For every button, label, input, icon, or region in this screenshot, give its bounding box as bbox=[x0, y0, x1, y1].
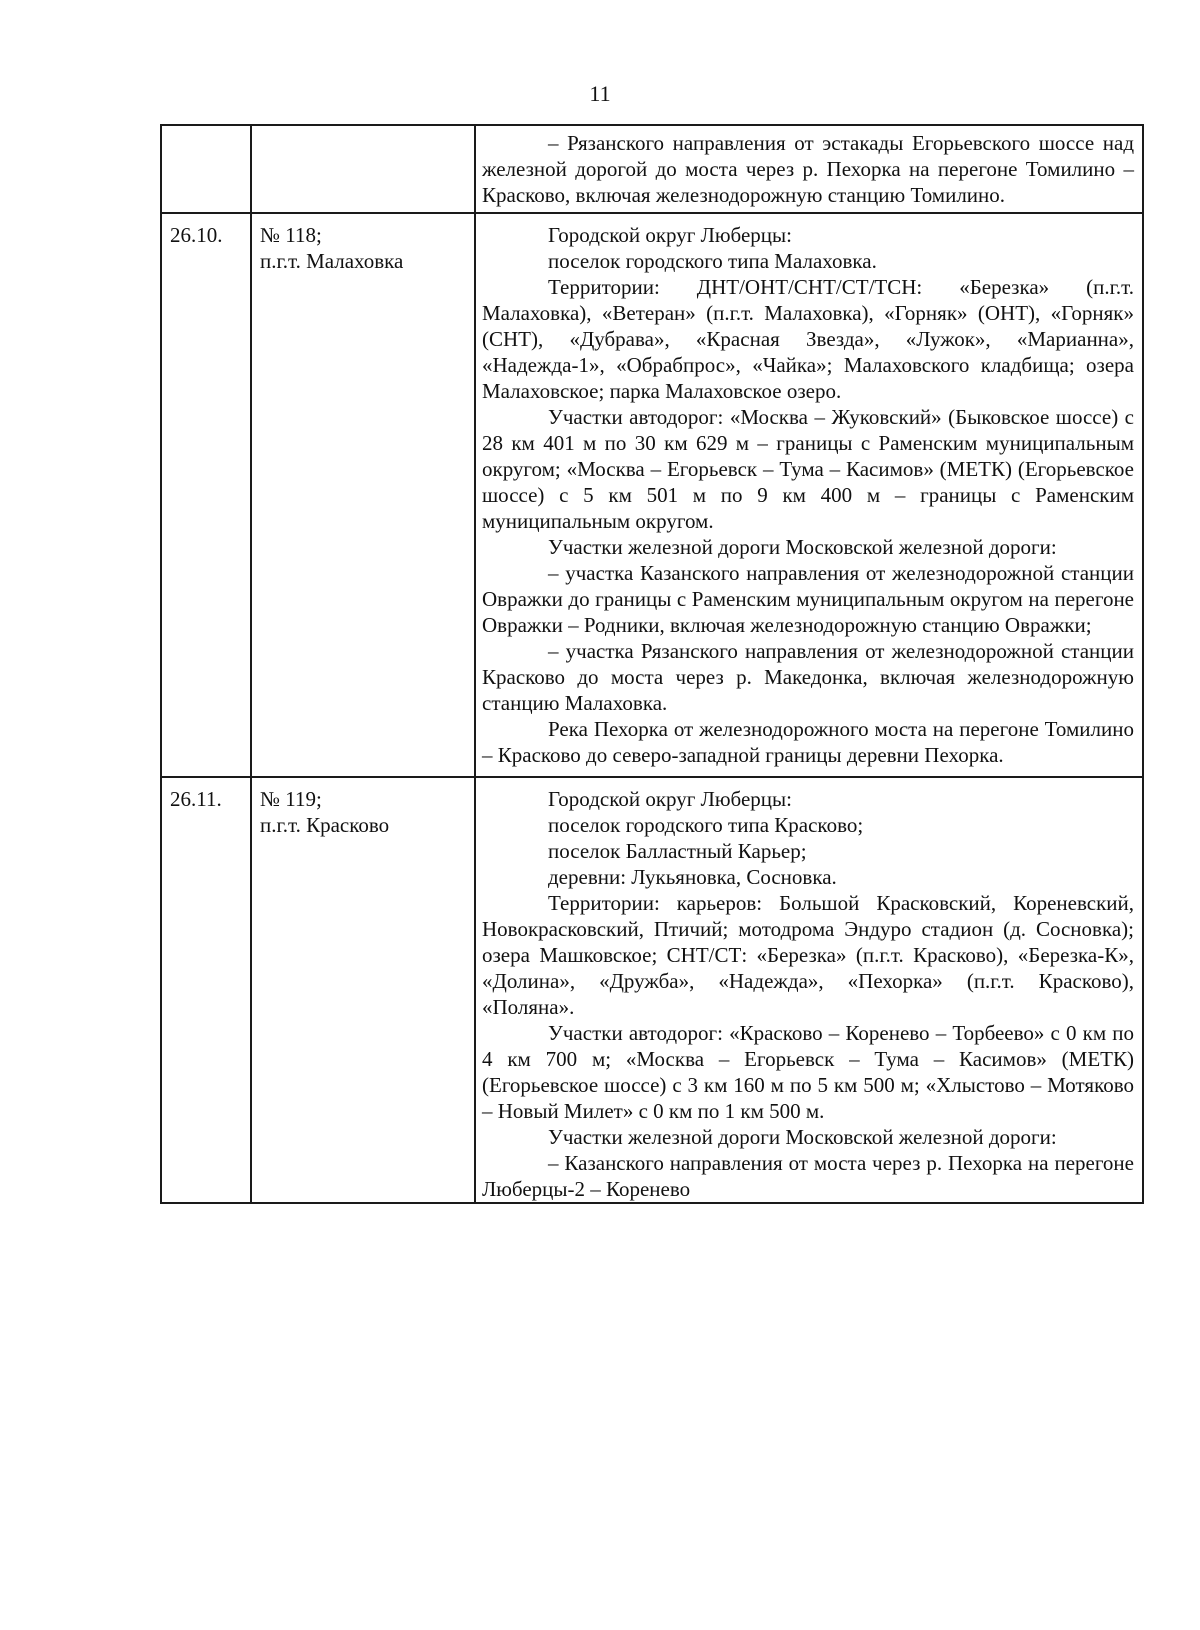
paragraph: Участки железной дороги Московской железной дороги: bbox=[548, 535, 1057, 559]
paragraph: Городской округ Люберцы: bbox=[548, 223, 792, 247]
row-number-cell bbox=[161, 125, 251, 213]
paragraph: Участки железной дороги Московской железной дороги: bbox=[548, 1125, 1057, 1149]
paragraph: поселок Балластный Карьер; bbox=[548, 839, 807, 863]
paragraph: Участки автодорог: «Красково – Коренево – Торбеево» с 0 км по 4 км 700 м; «Москва – Егорьевск – Тума – Касимов» (МЕТК) (Егорьевское шоссе) с 3 км 160 м по 5 км 500 м; «Хлыстово – Мотяково – Новый Милет» с 0 км по 1 км 500 м. bbox=[482, 1021, 1134, 1123]
row-number-cell: 26.11. bbox=[161, 777, 251, 1203]
paragraph: поселок городского типа Малаховка. bbox=[548, 249, 877, 273]
table-row bbox=[161, 777, 1143, 1203]
districts-table bbox=[160, 124, 1144, 1204]
row-description-cell bbox=[475, 125, 1143, 213]
paragraph: поселок городского типа Красково; bbox=[548, 813, 864, 837]
table-row bbox=[161, 213, 1143, 777]
paragraph: Территории: карьеров: Большой Красковский, Кореневский, Новокрасковский, Птичий; мотодрома Эндуро стадион (д. Сосновка); озера Машковское; СНТ/СТ: «Березка» (п.г.т. Красково), «Березка-К», «Долина», «Дружба», «Надежда», «Пехорка» (п.г.т. Красково), «Поляна». bbox=[482, 891, 1134, 1019]
table-row bbox=[161, 125, 1143, 213]
paragraph: деревни: Лукьяновка, Сосновка. bbox=[548, 865, 837, 889]
paragraph: Городской округ Люберцы: bbox=[548, 787, 792, 811]
paragraph: – Казанского направления от моста через р. Пехорка на перегоне Люберцы-2 – Коренево bbox=[482, 1151, 1134, 1201]
paragraph: Участки автодорог: «Москва – Жуковский» (Быковское шоссе) с 28 км 401 м по 30 км 629 м – границы с Раменским муниципальным округом; «Москва – Егорьевск – Тума – Касимов» (МЕТК) (Егорьевское шоссе) с 5 км 501 м по 9 км 400 м – границы с Раменским муниципальным округом. bbox=[482, 405, 1134, 533]
row-name-cell bbox=[251, 125, 475, 213]
paragraph: Территории: ДНТ/ОНТ/СНТ/СТ/ТСН: «Березка» (п.г.т. Малаховка), «Ветеран» (п.г.т. Малаховка), «Горняк» (ОНТ), «Горняк» (СНТ), «Дубрава», «Красная Звезда», «Лужок», «Марианна», «Надежда-1», «Обрабпрос», «Чайка»; Малаховского кладбища; озера Малаховское; парка Малаховское озеро. bbox=[482, 275, 1134, 403]
paragraph: – участка Казанского направления от железнодорожной станции Овражки до границы с Раменским муниципальным округом на перегоне Овражки – Родники, включая железнодорожную станцию Овражки; bbox=[482, 561, 1134, 637]
row-description-cell bbox=[475, 213, 1143, 777]
row-description-cell bbox=[475, 777, 1143, 1203]
row-number-cell: 26.10. bbox=[161, 213, 251, 777]
row-name-cell: № 119; п.г.т. Красково bbox=[251, 777, 475, 1203]
paragraph: Река Пехорка от железнодорожного моста на перегоне Томилино – Красково до северо-западной границы деревни Пехорка. bbox=[482, 717, 1134, 767]
page-number: 11 bbox=[589, 81, 611, 106]
paragraph: – Рязанского направления от эстакады Егорьевского шоссе над железной дорогой до моста через р. Пехорка на перегоне Томилино – Красково, включая железнодорожную станцию Томилино. bbox=[482, 131, 1134, 207]
row-name-cell: № 118; п.г.т. Малаховка bbox=[251, 213, 475, 777]
paragraph: – участка Рязанского направления от железнодорожной станции Красково до моста через р. Македонка, включая железнодорожную станцию Малаховка. bbox=[482, 639, 1134, 715]
